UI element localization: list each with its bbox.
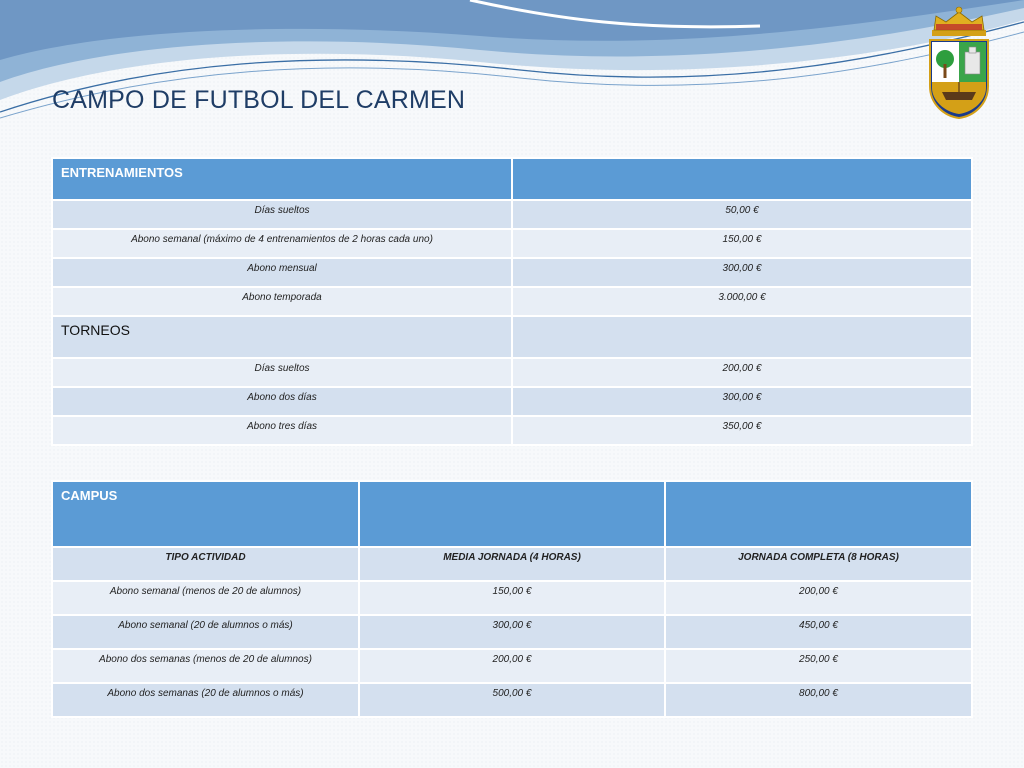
section-header-entrenamientos: ENTRENAMIENTOS	[53, 159, 511, 199]
page-title: CAMPO DE FUTBOL DEL CARMEN	[52, 86, 466, 114]
section-header-campus: CAMPUS	[53, 482, 358, 546]
entrenamientos-table	[51, 157, 973, 446]
table-row	[53, 616, 971, 648]
table-row	[53, 417, 971, 444]
row-price: 200,00 €	[513, 359, 971, 386]
row-price-media: 150,00 €	[360, 582, 664, 614]
table-header-row	[53, 482, 971, 546]
column-header-tipo: TIPO ACTIVIDAD	[53, 548, 358, 580]
row-label: Abono semanal (máximo de 4 entrenamientos de 2 horas cada uno)	[53, 230, 511, 257]
row-price-media: 300,00 €	[360, 616, 664, 648]
row-price-completa: 450,00 €	[666, 616, 971, 648]
column-header-completa: JORNADA COMPLETA (8 HORAS)	[666, 548, 971, 580]
table-row	[53, 582, 971, 614]
table-header-row	[53, 159, 971, 199]
row-label: Abono temporada	[53, 288, 511, 315]
section-header-empty	[513, 317, 971, 357]
row-price-media: 200,00 €	[360, 650, 664, 682]
section-header-torneos: TORNEOS	[53, 317, 511, 357]
row-label: Abono tres días	[53, 417, 511, 444]
row-label: Abono dos días	[53, 388, 511, 415]
table-subheader-row	[53, 317, 971, 357]
table-row	[53, 259, 971, 286]
row-price-completa: 250,00 €	[666, 650, 971, 682]
row-price: 300,00 €	[513, 388, 971, 415]
column-header-media: MEDIA JORNADA (4 HORAS)	[360, 548, 664, 580]
table-row	[53, 684, 971, 716]
row-price-completa: 800,00 €	[666, 684, 971, 716]
row-label: Días sueltos	[53, 359, 511, 386]
row-label: Abono semanal (menos de 20 de alumnos)	[53, 582, 358, 614]
campus-table	[51, 480, 973, 718]
table-row	[53, 230, 971, 257]
row-label: Días sueltos	[53, 201, 511, 228]
row-price-media: 500,00 €	[360, 684, 664, 716]
table-row	[53, 650, 971, 682]
table-row	[53, 359, 971, 386]
row-price-completa: 200,00 €	[666, 582, 971, 614]
section-header-empty	[513, 159, 971, 199]
row-label: Abono dos semanas (menos de 20 de alumnos)	[53, 650, 358, 682]
section-header-empty	[360, 482, 664, 546]
row-label: Abono semanal (20 de alumnos o más)	[53, 616, 358, 648]
column-header-row	[53, 548, 971, 580]
row-price: 3.000,00 €	[513, 288, 971, 315]
row-price: 300,00 €	[513, 259, 971, 286]
row-price: 350,00 €	[513, 417, 971, 444]
table-row	[53, 288, 971, 315]
row-price: 50,00 €	[513, 201, 971, 228]
row-label: Abono mensual	[53, 259, 511, 286]
crest-icon	[924, 4, 994, 122]
row-price: 150,00 €	[513, 230, 971, 257]
row-label: Abono dos semanas (20 de alumnos o más)	[53, 684, 358, 716]
table-row	[53, 388, 971, 415]
table-row	[53, 201, 971, 228]
section-header-empty	[666, 482, 971, 546]
